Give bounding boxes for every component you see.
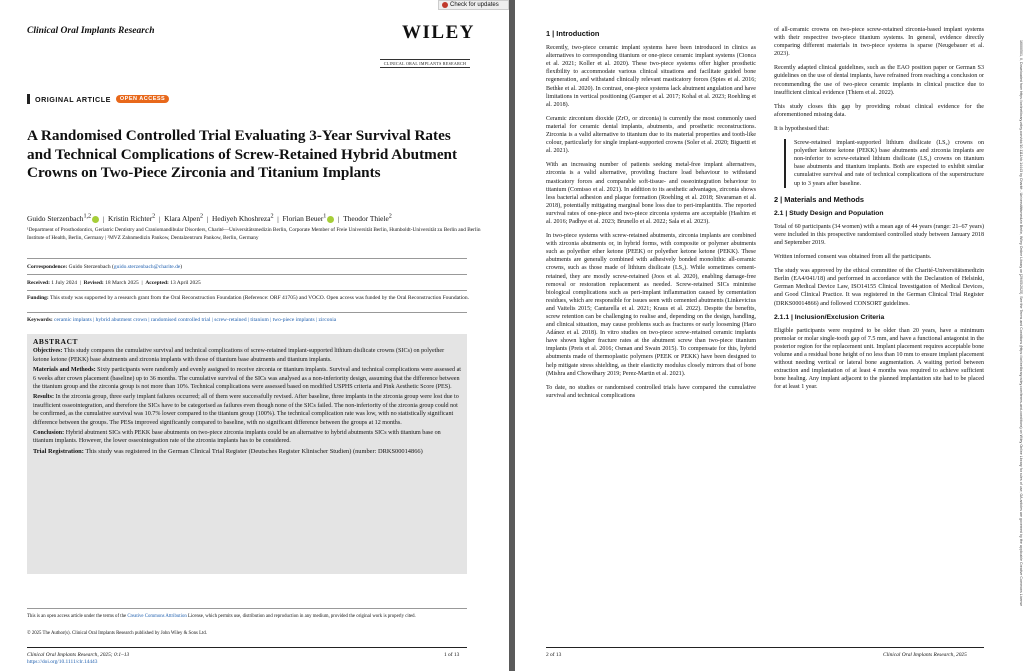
footer-rule [27, 647, 467, 648]
subsection-heading-criteria: 2.1.1 | Inclusion/Exclusion Criteria [774, 313, 885, 321]
doi-link[interactable]: https://doi.org/10.1111/clr.14443 [27, 659, 98, 665]
section-heading-methods: 2 | Materials and Methods [774, 194, 864, 204]
correspondence: Correspondence: Guido Sterzenbach (guido.sterzenbach@charite.de) [27, 264, 183, 270]
paragraph: This study closes this gap by providing robust clinical evidence for the aforementioned missing data. [774, 103, 984, 118]
license-note: This is an open access article under the terms of the Creative Commons Attribution License, which permits use, distribution and reproduction in any medium, provided the original work is properly cited. [27, 614, 416, 619]
article-title: A Randomised Controlled Trial Evaluating 3-Year Survival Rates and Technical Complications of Screw-Retained Hybrid Abutment Crowns on Two-Piece Zirconia and Titanium Implants [27, 127, 458, 181]
page-number: 1 of 13 [444, 652, 460, 658]
license-link[interactable]: Creative Commons Attribution [127, 614, 187, 619]
download-sidebar-note: 16000501, 0, Downloaded from https://onlinelibrary.wiley.com/doi/10.1111/clr.14443 by Charité - Universitätsmedizin Berlin, Wiley Online Library on [29/05/2025]. See the Terms and Conditions (https://onlinelibrary.wiley.com/terms-and-conditions) on Wiley Online Library for rules of use; OA articles are governed by the applicable Creative Commons License [1019, 40, 1023, 607]
paragraph: To date, no studies or randomised controlled trials have compared the cumulative survival and technical complications [546, 384, 756, 399]
divider [27, 290, 467, 291]
orcid-icon[interactable] [92, 216, 99, 223]
author-link[interactable]: Klara Alpen$^2$ [164, 214, 204, 224]
abstract-trial-registration: Trial Registration: This study was registered in the German Clinical Trial Register (Deutsches Register Klinischer Studien) (number: DRKS00014866) [33, 447, 423, 455]
paragraph: In two-piece systems with screw-retained abutments, zirconia implants are combined with zirconia abutments or, in hybrid forms, with composite or polymer abutments such as polyether ether ketone (PEEK) or polyether ketone ketone (PEKK). These abutments are generally combined with adhesively bonded monolithic all-ceramic crowns, such as those made of lithium disilicate (LS₂). While sometimes cement-retained, they are mostly screw-retained (Joos et al. 2020), enabling damage-free removal or restoration replacement as needed. Screw-retained SICs minimise biological complications such as peri-implant inflammation caused by cementation residues, which are responsible for issues seen with cemented abutments (Linkevicius and Vaitelis 2015; Cantarella et al. 2021; Kraus et al. 2022). Despite the benefits, screw retention can be challenging to realise and, depending on the design, handling, and clinical situation, may cause problems such as fractures or early loosening (Haro Adánez et al. 2018). In vitro studies on two-piece screw-retained ceramic implants have shown higher fracture rates at the abutment screw than two-piece titanium implants (Preis et al. 2016; Osman and Swain 2015). To compensate for this, hybrid abutments made of thermoplastic polymers (PEEK or PEKK) have been designed to help mitigate stress shielding, as their elasticity modulus closely mirrors that of bone (Mishra and Chowdhary 2019; Perez-Martin et al. 2021). [546, 233, 756, 377]
author-link[interactable]: Guido Sterzenbach$^{1,2}$ [27, 214, 92, 224]
divider [27, 258, 467, 259]
article-type-label: ORIGINAL ARTICLE [35, 94, 111, 104]
orcid-icon[interactable] [327, 216, 334, 223]
keywords: Keywords: ceramic implants | hybrid abutment crown | randomised controlled trial | screw-retained | titanium | two-piece implants | zirconia [27, 317, 337, 323]
author-link[interactable]: Kristin Richter$^2$ [108, 214, 156, 224]
divider [27, 312, 467, 313]
paragraph: Written informed consent was obtained from all the participants. [774, 254, 932, 261]
divider [27, 608, 467, 609]
author-link[interactable]: Theodor Thiele$^2$ [343, 214, 392, 224]
paragraph: Recently adapted clinical guidelines, such as the EAO position paper or German S3 guidelines on the use of dental implants, have refrained from reaching a conclusion or recommending the use of two-piece ceramic implants in clinical practice due to insufficient clinical evidence (Thiem et al. 2022). [774, 65, 984, 96]
journal-name: Clinical Oral Implants Research [27, 26, 155, 36]
paragraph: It is hypothesised that: [774, 125, 830, 132]
page-2 [515, 0, 1024, 671]
paragraph: of all-ceramic crowns on two-piece screw-retained zirconia-based implant systems with their respective two-piece titanium systems. In general, evidence directly comparing different materials in two-piece systems is sparse (Neugebauer et al. 2023). [774, 27, 984, 58]
hypothesis-block: Screw-retained implant-supported lithium disilicate (LS₂) crowns on polyether ketone ketone (PEKK) base abutments and zirconia implants are non-inferior to screw-retained lithium disilicate (LS₂) crowns on titanium base abutments and titanium implants. Both are expected to exhibit similar cumulative survival and rate of technical complications of the superstructure up to 3 years after baseline. [784, 139, 984, 188]
footer-rule [546, 647, 984, 648]
check-for-updates-button[interactable] [438, 0, 509, 10]
abstract-box [27, 334, 467, 574]
text-column-right [774, 26, 984, 397]
open-access-badge: OPEN ACCESS [116, 95, 169, 103]
affiliations: ¹Department of Prosthodontics, Geriatric Dentistry and Craniomandibular Disorders, Charité—Universitätsmedizin Berlin, Corporate Member of Freie Universität Berlin, Humboldt-Universität zu Berlin and Berlin Institute of Health, Berlin, Germany | ²MVZ Zahnmedizin Pankow, Dentalzentrum Pankow, Berlin, Germany [27, 227, 481, 242]
paragraph: Recently, two-piece ceramic implant systems have been introduced in clinics as alternatives to corresponding titanium or one-piece ceramic implant systems (Cionca et al. 2021; Koller et al. 2020). These two-piece systems offer higher prosthetic flexibility to accommodate various clinical situations and facilitate guided bone regeneration, and withstand clinically relevant masticatory forces (Spies et al. 2016; Bethke et al. 2020). In contrast, one-piece systems lack abutment angulation and have limitations in vertical positioning (Gamper et al. 2017; Kohal et al. 2023; Roehling et al. 2018). [546, 45, 756, 108]
abstract-objectives: Objectives: This study compares the cumulative survival and technical complications of screw-retained implant-supported lithium disilicate crowns (SICs) on polyether ketone ketone (PEKK) base abutments and zirconia implants with those of titanium base abutments and titanium implants. [33, 348, 445, 363]
paragraph: Total of 60 participants (34 women) with a mean age of 44 years (range: 21–67 years) were included in this prospective randomised controlled study between January 2018 and September 2019. [774, 223, 984, 246]
abstract-methods: Materials and Methods: Sixty participants were randomly and evenly assigned to receive zirconia or titanium implants. Survival and technical complications were assessed at 6 weeks after crown placement (baseline) up to 36 months. The cumulative survival of the SICs was analysed as a non-inferiority design, assuming that the difference between the titanium group and the zirconia group is not more than 10%. Technical complications were assessed based on modified USPHS criteria and Pink Aesthetic Score (PES). [33, 367, 461, 391]
author-list: Guido Sterzenbach$^{1,2}$ | Kristin Richter$^2$ | Klara Alpen$^2$ | Hediyeh Khoshreza$^2$ | Florian Beuer$^1$ | Theodor Thiele$^2$ [27, 214, 392, 224]
paragraph: Eligible participants were required to be older than 20 years, have a minimum premolar or molar single-tooth gap of 7.5 mm, and have a functional antagonist in the posterior region for the replacement unit. Implant placement requires acceptable bone volume and a residual bone height of no less than 10 mm to ensure implant placement without needing vertical or lateral bone augmentation. A waiting period between extraction and implantation of at least 4 months was required to achieve sufficient bone healing. Any implant adjacent to the planned implantation site had to be placed for at least 1 year. [774, 327, 984, 391]
abstract-heading: ABSTRACT [33, 337, 79, 346]
history-dates: Received: 1 July 2024 | Revised: 18 March 2025 | Accepted: 13 April 2025 [27, 280, 201, 286]
footer-journal: Clinical Oral Implants Research, 2025 [883, 652, 967, 658]
article-type-bar [27, 94, 30, 104]
subsection-heading-design: 2.1 | Study Design and Population [774, 209, 884, 217]
abstract-conclusion: Conclusion: Hybrid abutment SICs with PEKK base abutments on two-piece zirconia implants could be an alternative to hybrid abutments SICs with titanium base on titanium implants. However, the lower osseointegration rate of the zirconia implants has to be considered. [33, 430, 441, 445]
article-type [27, 94, 169, 104]
check-updates-icon [442, 2, 448, 8]
page-1 [0, 0, 509, 671]
text-column-left [546, 26, 756, 406]
publisher-journal-banner: CLINICAL ORAL IMPLANTS RESEARCH [380, 59, 470, 68]
page-number: 2 of 13 [546, 652, 562, 658]
divider [27, 274, 467, 275]
check-updates-label: Check for updates [450, 2, 499, 8]
funding: Funding: This study was supported by a research grant from the Oral Reconstruction Foundation (Reference: ORF 41705) and VOCO. Open access was funded by the Oral Reconstruction Foundation. [27, 295, 470, 301]
email-link[interactable]: guido.sterzenbach@charite.de [113, 264, 181, 270]
paragraph: Ceramic zirconium dioxide (ZrO₂ or zirconia) is currently the most commonly used material for ceramic dental implants, abutments, and prosthetic reconstructions. Zirconia is a valid alternative to titanium due to its material properties and tooth-like colour, particularly for single implant-supported crowns (Soler et al. 2020; Biguetti et al. 2021). [546, 115, 756, 155]
footer-citation: Clinical Oral Implants Research, 2025; 0:1–13 https://doi.org/10.1111/clr.14443 [27, 652, 130, 665]
author-link[interactable]: Florian Beuer$^1$ [282, 214, 327, 224]
paragraph: With an increasing number of patients seeking metal-free implant alternatives, zirconia is a valid alternative, providing fracture load behaviour to withstand masticatory forces and comparable soft-tissue- and osseointegration behaviour to titanium (Comisso et al. 2021). In addition to its aesthetic advantages, zirconia shows less bacterial adhesion and plaque formation (Roehling et al. 2018; Sivaraman et al. 2018), potentially mitigating marginal bone loss due to peri-implantitis. The reported survival rates of one-piece and two-piece zirconia systems are acceptable (Hashim et al. 2016; Padhye et al. 2023; Brunello et al. 2022; Sala et al. 2023). [546, 162, 756, 225]
publisher-logo: WILEY [402, 22, 475, 43]
section-heading-introduction: 1 | Introduction [546, 29, 600, 38]
abstract-results: Results: In the zirconia group, three early implant failures occurred; all of them were successfully revised. After baseline, three implants in the zirconia group were lost due to insufficient osseointegration, and therefore the SICs have to be categorised as failures even though none of the SICs failed. The non-inferiority of the zirconia group could not be confirmed, as the cumulative survival was 10.7% lower compared to the titanium group (100%). The technical complication rate was low, with no statistically significant difference between the groups. The PESs improved significantly compared to baseline, with no significant difference between the groups at 12 months. [33, 394, 459, 426]
copyright: © 2025 The Author(s). Clinical Oral Implants Research published by John Wiley & Sons Ltd. [27, 631, 207, 636]
paragraph: The study was approved by the ethical committee of the Charité-Universitätsmedizin Berlin (EA4/041/18) and performed in accordance with the Declaration of Helsinki, German Medical Device Law, ISO14155 Clinical Investigation of Medical Devices, and Good Clinical Practice. It was registered in the German Clinical Trial Register (DRKS00014866) and followed CONSORT guidelines. [774, 268, 984, 307]
author-link[interactable]: Hediyeh Khoshreza$^2$ [211, 214, 274, 224]
